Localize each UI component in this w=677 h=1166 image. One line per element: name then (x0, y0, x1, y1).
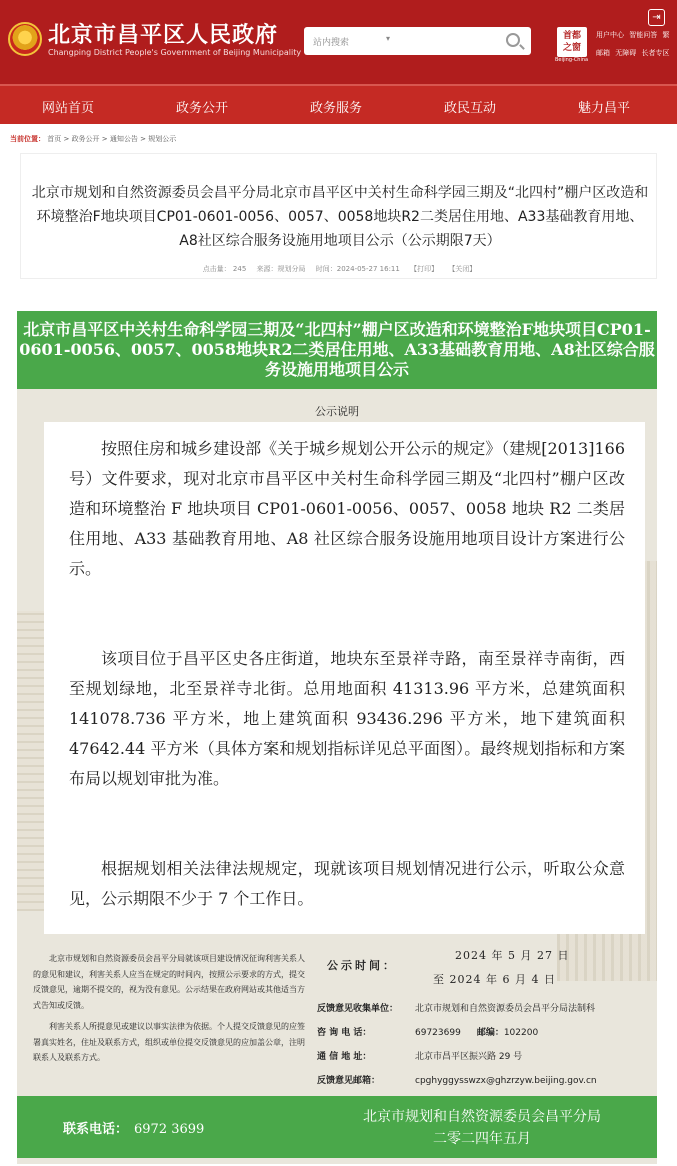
logo2-bottom: 之窗 (562, 43, 581, 53)
footer-date: 二零二四年五月 (433, 1131, 531, 1147)
breadcrumb-sep: > (99, 135, 110, 143)
elderly-zone-link[interactable]: 长者专区 (641, 49, 670, 57)
notice-terms (33, 951, 308, 1066)
article-time: 时间：2024-05-27 16:11 (315, 265, 400, 273)
breadcrumb-home[interactable]: 首页 (47, 135, 62, 143)
traditional-chinese-link[interactable]: 繁 (662, 31, 670, 39)
publish-to: 至 2024 年 6 月 4 日 (433, 973, 556, 986)
main-nav (0, 84, 677, 124)
national-emblem-icon (8, 22, 42, 56)
breadcrumb-sep: > (137, 135, 149, 143)
print-button[interactable]: 【打印】 (410, 265, 439, 273)
notice-paragraph: 根据规划相关法律法规规定，现就该项目规划情况进行公示，听取公众意见，公示期限不少于 7 个工作日。 (69, 859, 625, 908)
site-title[interactable]: 北京市昌平区人民政府 (48, 23, 279, 48)
phone-label: 咨 询 电 话： (317, 1028, 372, 1038)
user-center-link[interactable]: 用户中心 (596, 31, 624, 39)
notice-terms-paragraph: 利害关系人所提意见或建议以事实法律为依据。个人提交反馈意见的应签署真实姓名，住址及联系方式，组织或单位提交反馈意见的应加盖公章，注明联系人及联系方式。 (33, 1022, 305, 1062)
site-header (0, 0, 677, 84)
feedback-unit: 北京市规划和自然资源委员会昌平分局法制科 (415, 1004, 596, 1014)
nav-item-interaction[interactable]: 政民互动 (444, 101, 497, 116)
logo2-subtitle: Beijing-China (555, 57, 589, 63)
smart-qa-link[interactable]: 智能问答 (629, 31, 658, 39)
search-box[interactable] (304, 27, 531, 55)
address-value: 北京市昌平区振兴路 29 号 (415, 1052, 523, 1062)
publish-time-label: 公示时间： (327, 959, 397, 972)
notice-body (44, 422, 645, 934)
postcode-label: 邮编： (476, 1028, 504, 1038)
breadcrumb-sep: > (61, 135, 72, 143)
breadcrumb-notices[interactable]: 通知公告 (109, 135, 138, 143)
notice-paragraph: 该项目位于昌平区史各庄街道，地块东至景祥寺路，南至景祥寺南街，西至规划绿地，北至景祥寺北街。总用地面积 41313.96 平方米，总建筑面积 141078.736 平方米，地上建筑面积 93436.296 平方米，地下建筑面积 47642.44 平方米（具体方案和规划指标详见总平面图）。最终规划指标和方案布局以规划审批为准。 (69, 649, 625, 788)
breadcrumb-gov-open[interactable]: 政务公开 (71, 135, 100, 143)
notice-terms-paragraph: 北京市规划和自然资源委员会昌平分局就该项目建设情况征询利害关系人的意见和建议，利害关系人应当在规定的时间内，按照公示要求的方式，提交反馈意见，逾期不提交的，视为没有意见。公示结果在政府网站或其他适当方式告知或反馈。 (33, 954, 305, 1010)
capital-window-logo[interactable] (557, 27, 587, 57)
article-header (20, 153, 657, 279)
notice-footer (17, 1096, 657, 1158)
article-title: 北京市规划和自然资源委员会昌平分局北京市昌平区中关村生命科学园三期及“北四村”棚户区改造和环境整治F地块项目CP01-0601-0056、0057、0058地块R2二类居住用地、A33基础教育用地、A8社区综合服务设施用地项目公示（公示期限7天） (31, 185, 649, 249)
header-links (596, 26, 676, 62)
footer-phone-value: 6972 3699 (134, 1122, 205, 1137)
breadcrumb (10, 134, 176, 144)
search-icon[interactable] (506, 33, 520, 47)
notice-section-label: 公示说明 (315, 405, 359, 418)
postcode-value: 102200 (503, 1028, 539, 1038)
email-label: 反馈意见邮箱： (317, 1076, 381, 1086)
phone-value: 69723699 (415, 1028, 461, 1038)
hit-count: 点击量： 245 (202, 265, 247, 273)
accessibility-link[interactable]: 无障碍 (615, 49, 637, 57)
feedback-unit-label: 反馈意见收集单位： (317, 1004, 399, 1014)
nav-item-charm[interactable]: 魅力昌平 (578, 101, 631, 116)
footer-phone (63, 1118, 204, 1137)
footer-org (317, 1106, 647, 1150)
publish-from: 2024 年 5 月 27 日 (455, 949, 570, 962)
chevron-down-icon[interactable]: ▾ (386, 34, 391, 43)
notice-paragraph: 按照住房和城乡建设部《关于城乡规划公开公示的规定》（建规[2013]166 号）文件要求，现对北京市昌平区中关村生命科学园三期及“北四村”棚户区改造和环境整治 F 地块项目 CP01-0601-0056、0057、0058 地块 R2 二类居住用地、A33 基础教育用地、A8 社区综合服务设施用地项目设计方案进行公示。 (69, 439, 625, 578)
nav-item-gov-service[interactable]: 政务服务 (310, 101, 363, 116)
search-input[interactable]: 站内搜索 (313, 38, 350, 48)
mailbox-link[interactable]: 邮箱 (596, 49, 610, 57)
logo2-top: 首都 (562, 31, 581, 41)
address-label: 通 信 地 址： (317, 1052, 372, 1062)
footer-org-name: 北京市规划和自然资源委员会昌平分局 (363, 1109, 601, 1125)
article-source: 来源：规划分局 (256, 265, 306, 273)
notice-heading: 北京市昌平区中关村生命科学园三期及“北四村”棚户区改造和环境整治F地块项目CP01-0601-0056、0057、0058地块R2二类居住用地、A33基础教育用地、A8社区综合服务设施用地项目公示 (17, 311, 657, 389)
notice-image (17, 311, 657, 1164)
breadcrumb-label: 当前位置： (10, 135, 45, 143)
article-meta (21, 264, 658, 274)
email-value: cpghyggysswzx@ghzrzyw.beijing.gov.cn (415, 1076, 597, 1086)
close-button[interactable]: 【关闭】 (448, 265, 477, 273)
nav-item-gov-open[interactable]: 政务公开 (176, 101, 229, 116)
nav-item-home[interactable]: 网站首页 (42, 101, 95, 116)
login-icon[interactable]: ⇥ (648, 9, 665, 26)
footer-phone-label: 联系电话： (63, 1122, 129, 1137)
breadcrumb-planning[interactable]: 规划公示 (148, 135, 177, 143)
site-subtitle: Changping District People's Government of Beijing Municipality (48, 48, 302, 57)
